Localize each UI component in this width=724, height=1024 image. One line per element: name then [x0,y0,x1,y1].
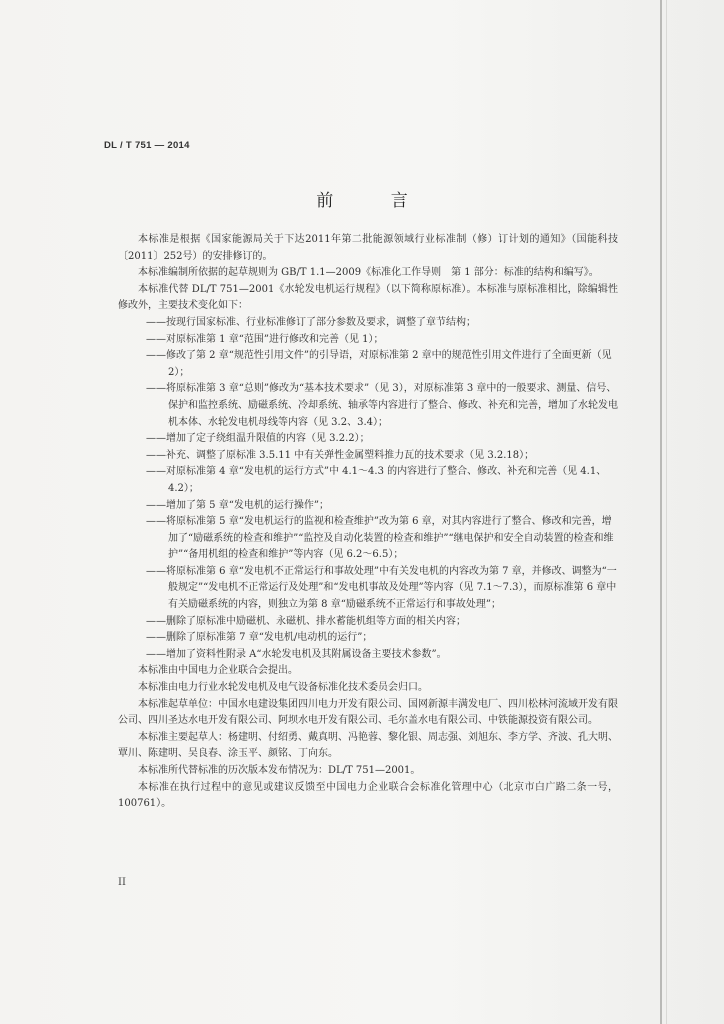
intro-paragraph: 本标准代替 DL/T 751—2001《水轮发电机运行规程》（以下简称原标准）。本标准与原标准相比，除编辑性修改外，主要技术变化如下： [118,283,618,312]
closing-paragraph: 本标准由中国电力企业联合会提出。 [138,665,298,677]
change-item: ——将原标准第 6 章“发电机不正常运行和事故处理”中有关发电机的内容改为第 7 章，并修改、调整为“一般规定”“发电机不正常运行及处理”和“发电机事故及处理”等内容（见 7.1～7.3），而原标准第 6 章中有关励磁系统的内容，则独立为第 8 章“励磁系统不正常运行和事故处理”； [146,565,617,611]
change-item: ——删除了原标准中励磁机、永磁机、排水蓄能机组等方面的相关内容； [146,615,466,627]
intro-paragraph: 本标准编制所依据的起草规则为 GB/T 1.1—2009《标准化工作导则 第 1 部分：标准的结构和编写》。 [138,267,599,279]
change-item: ——将原标准第 5 章“发电机运行的监视和检查维护”改为第 6 章，对其内容进行了整合、修改和完善，增加了“励磁系统的检查和维护”“监控及自动化装置的检查和维护”“继电保护和安全自动装置的检查和维护”“备用机组的检查和维护”等内容（见 6.2～6.5）； [146,516,614,561]
document-body [118,232,618,813]
standard-code-header: DL / T 751 — 2014 [104,140,190,151]
intro-paragraph: 本标准是根据《国家能源局关于下达2011年第二批能源领域行业标准制（修）订计划的通知》（国能科技〔2011〕252号）的安排修订的。 [118,234,618,262]
closing-paragraph: 本标准由电力行业水轮发电机及电气设备标准化技术委员会归口。 [138,682,428,694]
page-title: 前 言 [316,191,434,211]
closing-paragraph: 本标准主要起草人：杨建明、付绍勇、戴真明、冯艳蓉、黎化银、周志强、刘旭东、李方学、齐波、孔大明、覃川、陈建明、吴良春、涂玉平、颜铭、丁向东。 [118,731,618,760]
page-number: II [118,877,126,888]
change-item: ——增加了资料性附录 A“水轮发电机及其附属设备主要技术参数”。 [146,648,447,660]
page-edge-shadow [660,0,662,1024]
change-item: ——删除了原标准第 7 章“发电机/电动机的运行”； [146,632,373,644]
change-item: ——对原标准第 4 章“发电机的运行方式”中 4.1～4.3 的内容进行了整合、修改、补充和完善（见 4.1、4.2）； [146,466,607,494]
change-item: ——修改了第 2 章“规范性引用文件”的引导语，对原标准第 2 章中的规范性引用文件进行了全面更新（见 2）； [146,350,612,378]
change-item: ——对原标准第 1 章“范围”进行修改和完善（见 1）； [146,333,384,345]
page-edge-shadow-light [666,0,667,1024]
change-item: ——补充、调整了原标准 3.5.11 中有关弹性金属塑料推力瓦的技术要求（见 3.2.18）； [146,449,535,461]
change-item: ——按现行国家标准、行业标准修订了部分参数及要求，调整了章节结构； [146,316,476,328]
change-item: ——增加了第 5 章“发电机的运行操作”； [146,499,329,511]
closing-paragraph: 本标准所代替标准的历次版本发布情况为：DL/T 751—2001。 [138,765,421,776]
closing-paragraph: 本标准在执行过程中的意见或建议反馈至中国电力企业联合会标准化管理中心（北京市白广路二条一号，100761）。 [118,781,618,810]
change-item: ——将原标准第 3 章“总则”修改为“基本技术要求”（见 3），对原标准第 3 章中的一般要求、测量、信号、保护和监控系统、励磁系统、冷却系统、轴承等内容进行了整合、修改、补充和完善，增加了水轮发电机本体、水轮发电机母线等内容（见 3.2、3.4）； [146,383,618,428]
change-item: ——增加了定子绕组温升限值的内容（见 3.2.2）； [146,433,370,445]
closing-paragraph: 本标准起草单位：中国水电建设集团四川电力开发有限公司、国网新源丰满发电厂、四川松林河流域开发有限公司、四川圣达水电开发有限公司、阿坝水电开发有限公司、毛尔盖水电有限公司、中铁能源投资有限公司。 [118,698,618,727]
